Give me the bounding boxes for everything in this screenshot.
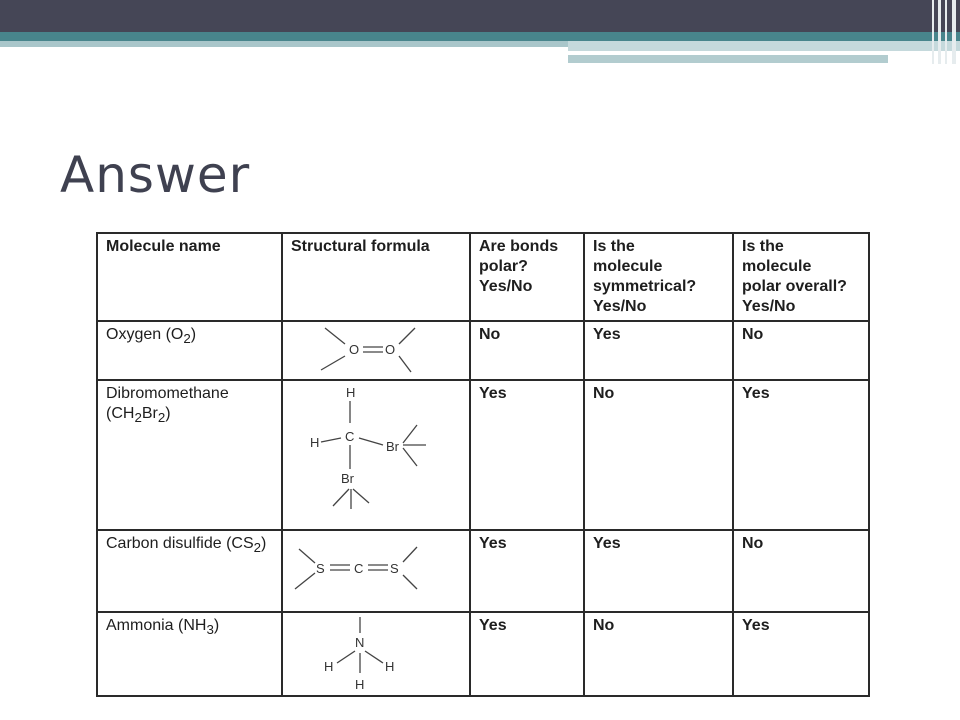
molecule-name-tail: ) [190,326,197,343]
atom-label: H [324,659,334,674]
atom-label: H [310,435,320,450]
answer-table-wrapper [96,232,870,697]
molecule-subscript-2: 2 [157,410,166,426]
header-bar-light-lower [568,55,888,63]
table-header-row [97,233,869,321]
bonds-polar-value: Yes [470,530,584,612]
slide-title: Answer [60,146,251,204]
atom-label: O [349,342,360,357]
atom-label: C [354,561,364,576]
atom-label: O [385,342,396,357]
symmetrical-value: Yes [584,530,733,612]
atom-label: H [355,677,365,692]
molecule-subscript: 3 [206,622,214,638]
atom-label: S [316,561,325,576]
header-bonds-polar: Are bonds polar? Yes/No [470,233,584,321]
structural-formula-cell [282,321,470,380]
carbon-disulfide-structure-diagram [283,531,469,611]
molecule-name-tail: ) [213,617,220,634]
polar-overall-value: Yes [733,612,869,696]
atom-label: H [346,385,356,400]
molecule-name-cell [97,612,282,696]
header-polar-overall: Is the molecule polar overall? Yes/No [733,233,869,321]
bonds-polar-value: Yes [470,380,584,530]
bonds-polar-value: Yes [470,612,584,696]
table-row [97,612,869,696]
header-bar-light [0,41,568,47]
atom-label: C [345,429,355,444]
dibromomethane-structure-diagram [283,381,469,529]
answer-table [96,232,870,697]
oxygen-structure-diagram [283,322,469,379]
header-bar-light-right [568,41,960,51]
table-row [97,380,869,530]
structural-formula-cell [282,530,470,612]
header-molecule-name: Molecule name [97,233,282,321]
atom-label: N [355,635,365,650]
molecule-name: Ammonia (NH [106,617,207,634]
polar-overall-value: No [733,530,869,612]
molecule-name-cell [97,530,282,612]
bonds-polar-value: No [470,321,584,380]
header-symmetrical: Is the molecule symmetrical? Yes/No [584,233,733,321]
molecule-subscript: 2 [183,331,191,347]
molecule-name-cell [97,380,282,530]
symmetrical-value: No [584,380,733,530]
symmetrical-value: No [584,612,733,696]
atom-label: Br [341,471,354,486]
structural-formula-cell [282,380,470,530]
molecule-subscript: 2 [134,410,142,426]
symmetrical-value: Yes [584,321,733,380]
header-vertical-lines [930,0,960,64]
molecule-name: Dibromomethane (CH [106,385,229,422]
header-bar-thin [776,51,886,53]
atom-label: Br [386,439,399,454]
structural-formula-cell [282,612,470,696]
atom-label: S [390,561,399,576]
ammonia-structure-diagram [283,613,469,695]
header-bar-dark [0,0,960,32]
polar-overall-value: No [733,321,869,380]
molecule-name: Oxygen (O [106,326,184,343]
atom-label: H [385,659,395,674]
molecule-name-tail: ) [261,535,267,552]
header-bar-teal [0,32,960,41]
molecule-subscript: 2 [253,540,262,556]
polar-overall-value: Yes [733,380,869,530]
molecule-name: Carbon disulfide (CS [106,535,254,552]
header-structural-formula: Structural formula [282,233,470,321]
table-row [97,530,869,612]
molecule-name-cell [97,321,282,380]
table-row [97,321,869,380]
molecule-name-mid: Br [141,405,158,422]
molecule-name-tail: ) [165,405,171,422]
